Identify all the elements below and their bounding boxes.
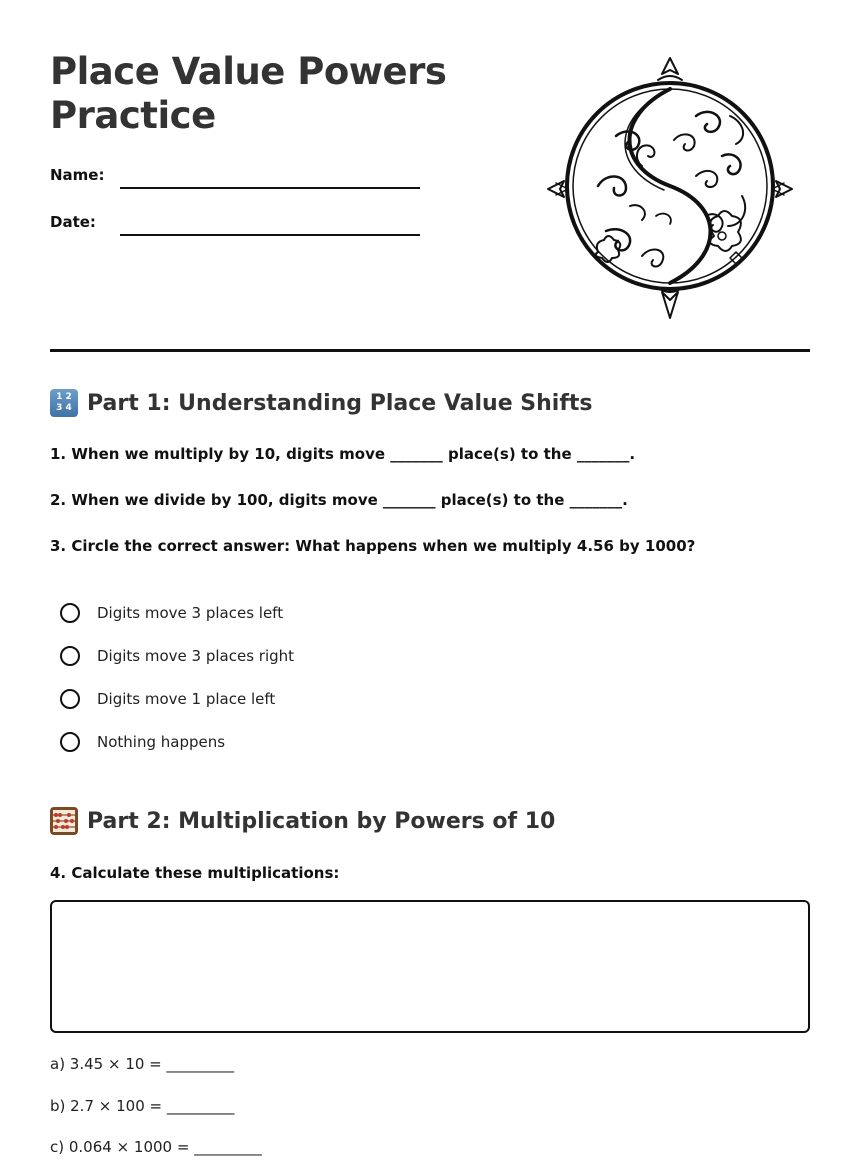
radio-circle[interactable]: [60, 732, 80, 752]
abacus-glyph: [50, 807, 78, 835]
date-label: Date:: [50, 213, 96, 231]
option-label: Digits move 3 places left: [97, 604, 284, 622]
worksheet-title: [50, 50, 470, 138]
header-divider: [50, 349, 810, 352]
radio-circle[interactable]: [60, 646, 80, 666]
question-3: 3. Circle the correct answer: What happens when we multiply 4.56 by 1000?: [50, 537, 696, 555]
part2-heading-text: Part 2: Multiplication by Powers of 10: [87, 808, 556, 834]
answer-option[interactable]: [60, 732, 225, 752]
calc-item-a: a) 3.45 × 10 = _________: [50, 1055, 235, 1073]
radio-circle[interactable]: [60, 603, 80, 623]
calc-item-c: c) 0.064 × 1000 = _________: [50, 1138, 262, 1156]
icon-numbers-bottom: 3 4: [56, 403, 72, 413]
option-label: Digits move 1 place left: [97, 690, 276, 708]
answer-option[interactable]: [60, 689, 275, 709]
calc-item-b: b) 2.7 × 100 = _________: [50, 1097, 235, 1115]
part1-heading: [50, 389, 593, 417]
answer-option[interactable]: [60, 646, 294, 666]
title-line-2: Practice: [50, 94, 216, 137]
abacus-icon: [50, 807, 78, 835]
date-field[interactable]: [120, 234, 420, 236]
icon-numbers-top: 1 2: [56, 392, 72, 402]
input-numbers-icon: [50, 389, 78, 417]
question-1: 1. When we multiply by 10, digits move _______ place(s) to the _______.: [50, 445, 636, 463]
part2-heading: [50, 807, 555, 835]
answer-option[interactable]: [60, 603, 283, 623]
work-area-box[interactable]: [50, 900, 810, 1033]
question-4: 4. Calculate these multiplications:: [50, 864, 340, 882]
question-2: 2. When we divide by 100, digits move _______ place(s) to the _______.: [50, 491, 628, 509]
name-field[interactable]: [120, 187, 420, 189]
name-label: Name:: [50, 166, 105, 184]
radio-circle[interactable]: [60, 689, 80, 709]
title-line-1: Place Value Powers: [50, 50, 447, 93]
ornamental-compass-emblem: [546, 56, 794, 320]
option-label: Nothing happens: [97, 733, 226, 751]
option-label: Digits move 3 places right: [97, 647, 295, 665]
part1-heading-text: Part 1: Understanding Place Value Shifts: [87, 390, 593, 416]
